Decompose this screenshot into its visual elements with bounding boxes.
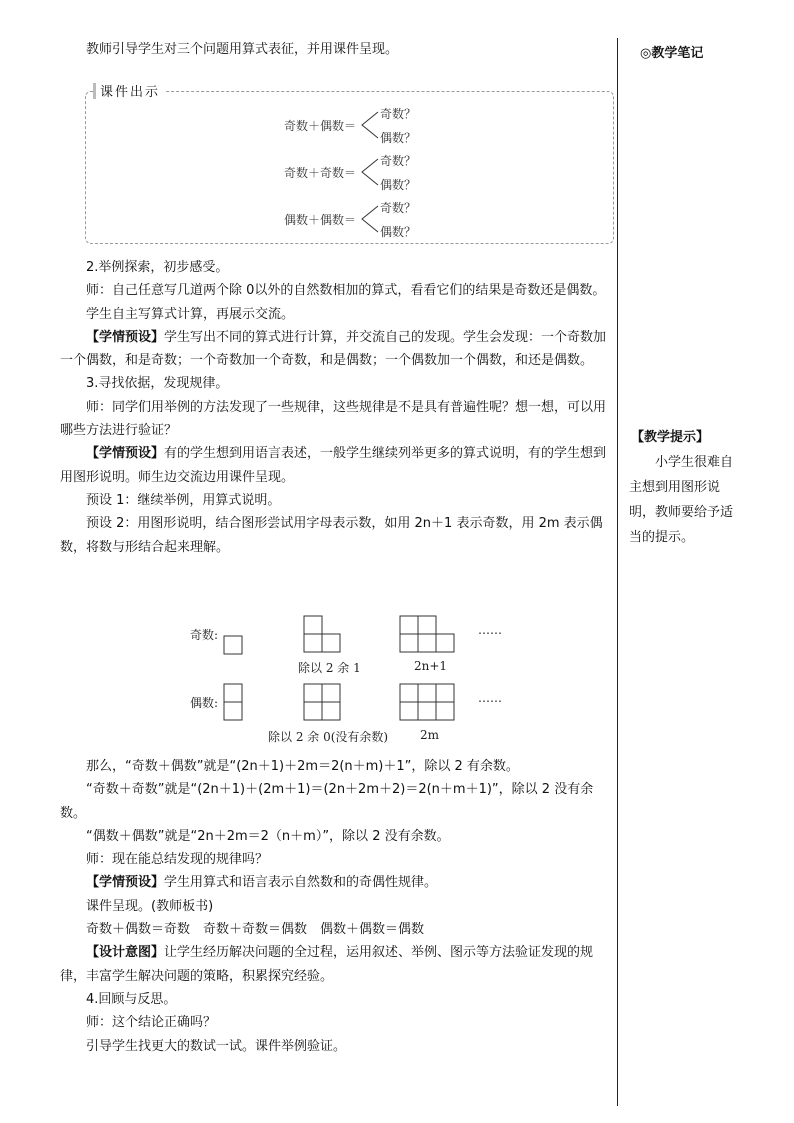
square-cell [322,702,340,720]
tag-text: 有的学生想到用语言表述，一般学生继续列举更多的算式说明，有的学生想到用图形说明。师生边交流边用课件呈现。 [60,446,607,485]
ellipsis: …… [478,691,502,705]
tag-label: 【学情预设】 [86,446,165,462]
square-cell [436,702,454,720]
square-cell [418,634,436,652]
square-cell [304,616,322,634]
square-cell [418,702,436,720]
step-heading: 2.举例探索，初步感受。 [86,260,229,275]
even-formula: 2m [420,728,440,742]
square-cell [400,634,418,652]
tag-text: 学生用算式和语言表示自然数和的奇偶性规律。 [164,875,438,891]
square-cell [322,684,340,702]
courseware-option: 偶数？ [380,225,417,239]
even-label: 偶数: [190,696,219,710]
square-cell [400,684,418,702]
column-divider [617,38,618,1106]
intro-paragraph: 教师引导学生对三个问题用算式表征，并用课件呈现。 [86,42,399,57]
preset-paragraph [60,442,612,489]
square-cell [436,634,454,652]
step-heading: 4.回顾与反思。 [86,991,177,1007]
tip-title: 【教学提示】 [631,430,710,445]
tag-label: 【学情预设】 [86,329,165,345]
body-paragraph: 预设 2：用图形说明，结合图形尝试用字母表示数，如用 2n＋1 表示奇数，用 2m 表示偶数，将数与形结合起来理解。 [60,516,603,555]
courseware-option: 奇数？ [380,201,417,215]
main-content [60,38,612,61]
courseware-option: 奇数？ [380,154,417,168]
teacher-line: 师：这个结论正确吗？ [86,1015,217,1031]
tag-label: 【设计意图】 [86,945,165,961]
preset-paragraph [60,326,612,373]
square-cell [304,684,322,702]
square-cell [304,634,322,652]
odd-formula: 2n+1 [414,659,448,673]
body-paragraph: “偶数＋偶数”就是“2n＋2m＝2（n＋m）”，除以 2 没有余数。 [86,828,450,844]
square-cell [400,616,418,634]
square-cell [224,702,242,720]
body-paragraph: 引导学生找更大的数试一试。课件举例验证。 [86,1038,347,1054]
tag-label: 【学情预设】 [86,875,165,891]
tip-text: 小学生很难自主想到用图形说明，教师要给予适当的提示。 [629,455,734,545]
odd-label: 奇数: [190,628,219,642]
odd-caption: 除以 2 余 1 [298,661,361,675]
teaching-notes-title: ◎教学笔记 [640,46,704,61]
tag-text: 学生写出不同的算式进行计算，并交流自己的发现。学生会发现：一个奇数加一个偶数，和是奇数；一个奇数加一个奇数，和是偶数；一个偶数加一个偶数，和还是偶数。 [60,329,607,369]
ellipsis: …… [478,623,502,637]
courseware-option: 偶数？ [380,178,417,192]
teacher-line: 师：现在能总结发现的规律吗？ [86,852,269,868]
square-cell [224,636,242,654]
tag-text: 让学生经历解决问题的全过程，运用叙述、举例、图示等方法验证发现的规律，丰富学生解决问题的策略，积累探究经验。 [60,945,594,984]
board-writing: 奇数＋偶数＝奇数 奇数＋奇数＝偶数 偶数＋偶数＝偶数 [86,922,425,938]
design-paragraph [60,941,612,988]
courseware-option: 奇数？ [380,107,417,121]
body-paragraph: 预设 1：继续举例，用算式说明。 [86,492,281,508]
step-heading: 3.寻找依据，发现规律。 [86,376,229,392]
body-text [60,256,612,559]
courseware-equation: 偶数＋偶数＝ [284,213,357,227]
body-text-2 [60,755,612,1058]
courseware-equation: 奇数＋偶数＝ [284,119,357,133]
courseware-label: 课件出示 [96,81,164,100]
square-cell [436,684,454,702]
teacher-line: 师：同学们用举例的方法发现了一些规律，这些规律是不是具有普遍性呢？想一想，可以用哪些方法进行验证？ [60,399,607,439]
square-cell [418,684,436,702]
teaching-tip [629,425,733,550]
square-cell [400,702,418,720]
square-cell [322,634,340,652]
body-paragraph: 学生自主写算式计算，再展示交流。 [86,306,295,322]
square-cell [418,616,436,634]
even-caption: 除以 2 余 0(没有余数) [268,730,389,744]
teacher-line: 师：自己任意写几道两个除 0以外的自然数相加的算式，看看它们的结果是奇数还是偶数。 [86,283,606,299]
square-cell [304,702,322,720]
body-paragraph: 课件呈现。(教师板书) [86,898,214,914]
body-paragraph: “奇数＋奇数”就是“(2n＋1)＋(2m＋1)＝(2n＋2m＋2)＝2(n＋m＋1)”，除以 2 没有余数。 [60,782,594,821]
courseware-equation: 奇数＋奇数＝ [284,166,357,180]
square-cell [224,684,242,702]
preset-paragraph [60,871,612,894]
body-paragraph: 那么，“奇数＋偶数”就是“(2n＋1)＋2m＝2(n＋m)＋1”，除以 2 有余数。 [86,759,519,774]
courseware-option: 偶数？ [380,131,417,145]
